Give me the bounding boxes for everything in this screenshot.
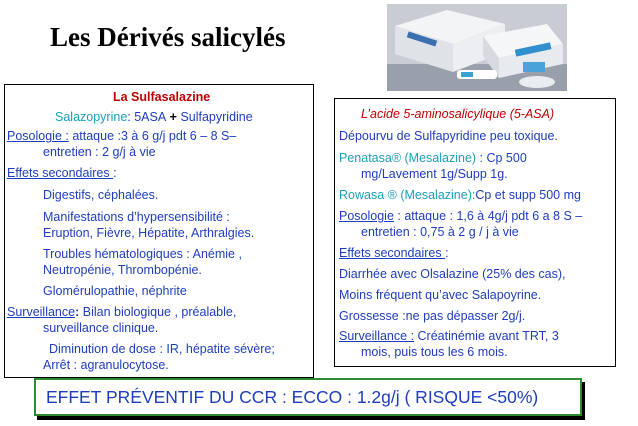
sulfasalazine-posologie bbox=[7, 129, 236, 144]
salazopyrine-name: Salazopyrine bbox=[55, 110, 128, 124]
effet-hematologiques: Troubles hématologiques : Anémie , bbox=[43, 247, 242, 261]
sulfasalazine-surveillance bbox=[7, 305, 236, 320]
penatasa-line bbox=[339, 151, 527, 166]
rowasa-line bbox=[339, 188, 581, 203]
grossesse-line: Grossesse :ne pas dépasser 2g/j. bbox=[339, 309, 526, 323]
5asa-heading: L’acide 5-aminosalicylique (5-ASA) bbox=[361, 107, 555, 121]
5asa-effets-colon: : bbox=[445, 246, 449, 260]
effet-preventif-text: EFFET PRÉVENTIF DU CCR : ECCO : 1.2g/j ( RISQUE <50%) bbox=[46, 387, 539, 407]
sulfasalazine-components bbox=[55, 110, 253, 125]
arret-agranulocytose: Arrêt : agranulocytose. bbox=[43, 358, 169, 372]
effet-hypersensibilite: Manifestations d’hypersensibilité : bbox=[43, 210, 230, 224]
5asa-effets-label: Effets secondaires bbox=[339, 246, 446, 260]
effet-digestifs: Digestifs, céphalées. bbox=[43, 188, 159, 202]
surveillance-clinique: surveillance clinique. bbox=[43, 321, 159, 335]
surveillance-text: Bilan biologique , préalable, bbox=[79, 305, 237, 319]
effet-hypersensibilite-detail: Eruption, Fièvre, Hépatite, Arthralgies. bbox=[43, 226, 255, 240]
component-sulfapyridine: Sulfapyridine bbox=[180, 110, 253, 124]
medication-packages-photo bbox=[387, 4, 567, 91]
medication-packages-icon bbox=[387, 4, 567, 91]
posologie-entretien: entretien : 2 g/j à vie bbox=[43, 145, 156, 159]
sulfasalazine-heading: La Sulfasalazine bbox=[113, 90, 211, 104]
posologie-label: Posologie : bbox=[7, 129, 69, 143]
5asa-posologie-label: Posologie bbox=[339, 209, 394, 223]
posologie-text: attaque :3 à 6 g/j pdt 6 – 8 S– bbox=[68, 129, 237, 143]
5asa-surveillance-frequency: mois, puis tous les 6 mois. bbox=[361, 345, 508, 359]
sulfasalazine-panel bbox=[4, 84, 314, 378]
5asa-depourvu: Dépourvu de Sulfapyridine peu toxique. bbox=[339, 129, 558, 143]
effets-colon: : bbox=[113, 166, 117, 180]
diminution-dose: Diminution de dose : IR, hépatite sévère; bbox=[49, 342, 275, 356]
5asa-entretien: entretien : 0,75 à 2 g / j à vie bbox=[361, 225, 519, 239]
plus-sign: + bbox=[166, 110, 181, 124]
5asa-effets bbox=[339, 246, 449, 261]
slide-title: Les Dérivés salicylés bbox=[50, 22, 286, 52]
rowasa-name: Rowasa ® (Mesalazine): bbox=[339, 188, 476, 202]
sulfasalazine-effets bbox=[7, 166, 117, 181]
5asa-surveillance-text: Créatinémie avant TRT, 3 bbox=[414, 329, 559, 343]
penatasa-text: : Cp 500 bbox=[476, 151, 527, 165]
surveillance-label: Surveillance bbox=[7, 305, 76, 319]
effet-hematologiques-detail: Neutropénie, Thrombopénie. bbox=[43, 263, 202, 277]
rowasa-text: Cp et supp 500 mg bbox=[475, 188, 581, 202]
5asa-surveillance bbox=[339, 329, 559, 344]
component-5asa: : 5ASA bbox=[127, 110, 167, 124]
surveillance-colon: : bbox=[75, 305, 80, 319]
5asa-surveillance-label: Surveillance : bbox=[339, 329, 415, 343]
penatasa-name: Penatasa® (Mesalazine) bbox=[339, 151, 477, 165]
effets-label: Effets secondaires bbox=[7, 166, 114, 180]
5asa-posologie bbox=[339, 209, 582, 224]
moins-frequent-line: Moins fréquent qu’avec Salapoyrine. bbox=[339, 288, 542, 302]
penatasa-forms: mg/Lavement 1g/Supp 1g. bbox=[361, 167, 508, 181]
5asa-panel bbox=[334, 98, 616, 367]
effet-glomerulopathie: Glomérulopathie, néphrite bbox=[43, 284, 187, 298]
effet-preventif-banner bbox=[34, 378, 582, 416]
5asa-posologie-text: : attaque : 1,6 à 4g/j pdt 6 a 8 S – bbox=[393, 209, 583, 223]
diarrhee-line: Diarrhée avec Olsalazine (25% des cas), bbox=[339, 267, 566, 281]
